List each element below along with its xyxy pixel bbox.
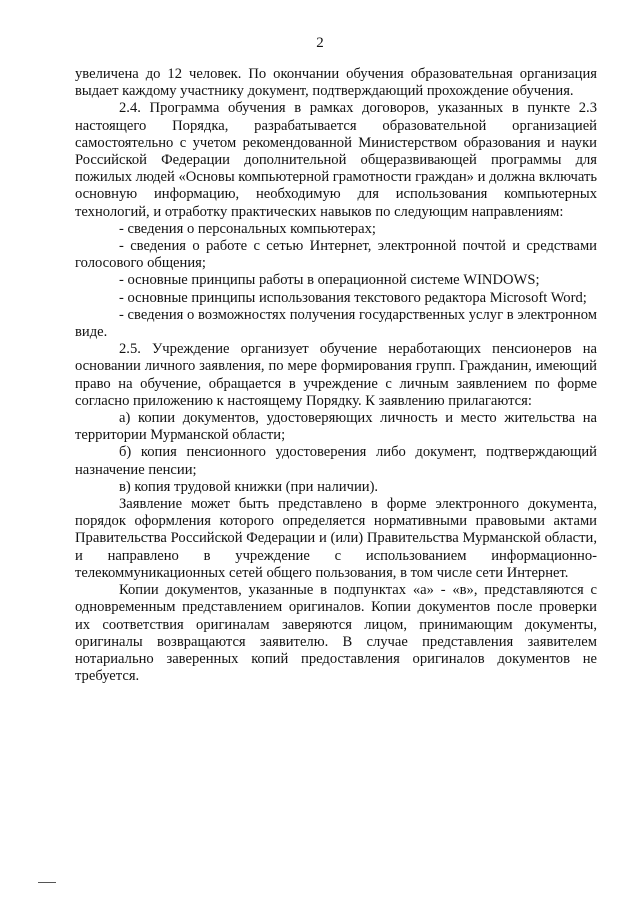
page-number: 2 xyxy=(316,35,324,51)
list-item-windows: - основные принципы работы в операционной системе WINDOWS; xyxy=(119,272,540,289)
paragraph-document-copies: Копии документов, указанные в подпунктах «а» - «в», представляются с одновременным представлением оригиналов. Копии документов после проверки их соответствия оригиналам заверяются лицом, принимающим документы, оригиналы возвращаются заявителю. В случае представления заявителем нотариально заверенных копий предоставления оригиналов документов не требуется. xyxy=(75,582,597,685)
list-item-personal-computers: - сведения о персональных компьютерах; xyxy=(119,220,376,237)
paragraph-continuation: увеличена до 12 человек. По окончании обучения образовательная организация выдает каждому участнику документ, подтверждающий прохождение обучения. xyxy=(75,66,597,100)
subitem-a: а) копии документов, удостоверяющих личность и место жительства на территории Мурманской области; xyxy=(75,410,597,444)
document-body xyxy=(75,66,597,685)
paragraph-2-5: 2.5. Учреждение организует обучение неработающих пенсионеров на основании личного заявления, по мере формирования групп. Гражданин, имеющий право на обучение, обращается в учреждение с личным заявлением по форме согласно приложению к настоящему Порядку. К заявлению прилагаются: xyxy=(75,341,597,409)
footer-rule xyxy=(38,882,56,883)
subitem-v: в) копия трудовой книжки (при наличии). xyxy=(119,478,379,495)
paragraph-2-4: 2.4. Программа обучения в рамках договоров, указанных в пункте 2.3 настоящего Порядка, разрабатывается образовательной организацией самостоятельно с учетом рекомендованной Министерством образования и науки Российской Федерации дополнительной общеразвивающей программы для пожилых людей «Основы компьютерной грамотности граждан» и должна включать основную информацию, необходимую для использования компьютерных технологий, и отработку практических навыков по следующим направлениям: xyxy=(75,100,597,220)
subitem-b: б) копия пенсионного удостоверения либо документ, подтверждающий назначение пенсии; xyxy=(75,444,597,478)
list-item-government-services: - сведения о возможностях получения государственных услуг в электронном виде. xyxy=(75,306,597,341)
list-item-microsoft-word: - основные принципы использования текстового редактора Microsoft Word; xyxy=(119,289,587,306)
list-item-internet-email: - сведения о работе с сетью Интернет, электронной почтой и средствами голосового общения; xyxy=(75,238,597,272)
paragraph-electronic-application: Заявление может быть представлено в форме электронного документа, порядок оформления которого определяется нормативными правовыми актами Правительства Российской Федерации и (или) Правительства Мурманской области, и направлено в учреждение с использованием информационно-телекоммуникационных сетей общего пользования, в том числе сети Интернет. xyxy=(75,496,597,581)
